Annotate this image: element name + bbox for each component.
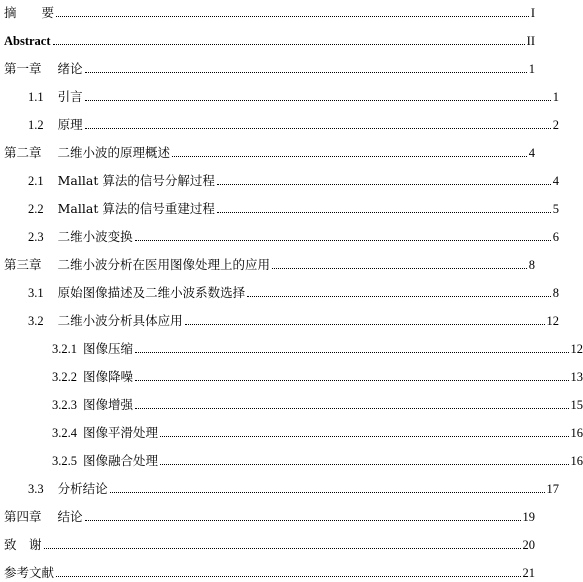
toc-entry-number: 第二章 <box>4 145 42 160</box>
toc-entry-page: 6 <box>552 230 559 244</box>
dot-leader <box>160 436 568 437</box>
toc-entry-title: 致 谢 <box>4 537 42 552</box>
toc-entry-title: 二维小波变换 <box>57 229 133 244</box>
toc-entry-chapter-1[interactable] <box>0 58 535 76</box>
toc-entry-3-2-1[interactable] <box>0 338 583 356</box>
toc-entry-number: 第一章 <box>4 61 42 76</box>
toc-entry-page: 12 <box>570 342 583 356</box>
toc-entry-page: II <box>526 34 535 48</box>
dot-leader <box>56 16 529 17</box>
toc-entry-page: 16 <box>570 454 583 468</box>
dot-leader <box>135 408 568 409</box>
toc-entry-number: 3.2.3 <box>52 398 77 412</box>
dot-leader <box>85 128 551 129</box>
toc-entry-page: I <box>530 6 535 20</box>
toc-entry-acknowledgements[interactable] <box>0 534 535 552</box>
toc-entry-number: 3.3 <box>28 482 44 496</box>
toc-entry-title: 图像增强 <box>83 397 134 412</box>
toc-entry-3-2[interactable] <box>0 310 559 328</box>
toc-entry-page: 19 <box>522 510 535 524</box>
toc-entry-number: 3.2.4 <box>52 426 77 440</box>
dot-leader <box>172 156 527 157</box>
toc-entry-page: 2 <box>552 118 559 132</box>
toc-entry-title: Mallat 算法的信号分解过程 <box>57 173 215 188</box>
toc-entry-number: 3.1 <box>28 286 44 300</box>
toc-entry-title: 二维小波分析具体应用 <box>57 313 183 328</box>
toc-entry-chapter-3[interactable] <box>0 254 535 272</box>
toc-entry-page: 13 <box>570 370 583 384</box>
toc-entry-number: 2.2 <box>28 202 44 216</box>
toc-entry-title: 二维小波分析在医用图像处理上的应用 <box>57 257 271 272</box>
toc-entry-title: 二维小波的原理概述 <box>57 145 171 160</box>
toc-entry-number: 1.1 <box>28 90 44 104</box>
toc-entry-page: 8 <box>528 258 535 272</box>
toc-entry-title: 图像融合处理 <box>83 453 159 468</box>
dot-leader <box>135 352 568 353</box>
dot-leader <box>217 212 551 213</box>
toc-entry-title: 原理 <box>57 117 83 132</box>
dot-leader <box>110 492 545 493</box>
toc-entry-title: 结论 <box>57 509 83 524</box>
toc-entry-page: 1 <box>528 62 535 76</box>
dot-leader <box>247 296 551 297</box>
toc-entry-title: Abstract <box>4 34 51 48</box>
dot-leader <box>85 72 527 73</box>
dot-leader <box>160 464 568 465</box>
toc-entry-number: 3.2.1 <box>52 342 77 356</box>
toc-entry-3-2-3[interactable] <box>0 394 583 412</box>
toc-entry-title: 图像压缩 <box>83 341 134 356</box>
toc-entry-chapter-4[interactable] <box>0 506 535 524</box>
toc-entry-3-2-4[interactable] <box>0 422 583 440</box>
toc-entry-page: 1 <box>552 90 559 104</box>
toc-entry-abstract-en[interactable] <box>0 30 535 48</box>
toc-entry-title: 摘 要 <box>4 5 55 20</box>
toc-entry-3-1[interactable] <box>0 282 559 300</box>
toc-entry-title: 分析结论 <box>57 481 108 496</box>
toc-entry-page: 15 <box>570 398 583 412</box>
toc-entry-number: 3.2.2 <box>52 370 77 384</box>
toc-entry-title: 图像平滑处理 <box>83 425 159 440</box>
dot-leader <box>185 324 545 325</box>
toc-entry-2-3[interactable] <box>0 226 559 244</box>
toc-entry-page: 17 <box>546 482 559 496</box>
toc-entry-1-2[interactable] <box>0 114 559 132</box>
toc-entry-abstract-cn[interactable] <box>0 2 535 20</box>
toc-entry-page: 16 <box>570 426 583 440</box>
dot-leader <box>85 100 551 101</box>
dot-leader <box>135 380 568 381</box>
toc-entry-references[interactable] <box>0 562 535 580</box>
toc-entry-title: 图像降噪 <box>83 369 134 384</box>
toc-entry-number: 2.3 <box>28 230 44 244</box>
dot-leader <box>44 548 521 549</box>
dot-leader <box>53 44 525 45</box>
toc-entry-3-2-2[interactable] <box>0 366 583 384</box>
toc-entry-3-3[interactable] <box>0 478 559 496</box>
toc-entry-number: 第三章 <box>4 257 42 272</box>
toc-entry-page: 5 <box>552 202 559 216</box>
toc-entry-title: Mallat 算法的信号重建过程 <box>57 201 215 216</box>
toc-entry-number: 1.2 <box>28 118 44 132</box>
toc-entry-title: 原始图像描述及二维小波系数选择 <box>57 285 246 300</box>
toc-entry-number: 2.1 <box>28 174 44 188</box>
toc-entry-page: 4 <box>552 174 559 188</box>
toc-entry-number: 第四章 <box>4 509 42 524</box>
toc-entry-page: 8 <box>552 286 559 300</box>
toc-entry-page: 4 <box>528 146 535 160</box>
toc-entry-title: 引言 <box>57 89 83 104</box>
dot-leader <box>56 576 520 577</box>
toc-entry-number: 3.2.5 <box>52 454 77 468</box>
toc-entry-page: 21 <box>522 566 535 580</box>
dot-leader <box>135 240 551 241</box>
toc-entry-2-1[interactable] <box>0 170 559 188</box>
toc-entry-title: 绪论 <box>57 61 83 76</box>
toc-entry-2-2[interactable] <box>0 198 559 216</box>
toc-entry-chapter-2[interactable] <box>0 142 535 160</box>
dot-leader <box>85 520 521 521</box>
toc-entry-page: 12 <box>546 314 559 328</box>
toc-entry-1-1[interactable] <box>0 86 559 104</box>
toc-entry-number: 3.2 <box>28 314 44 328</box>
dot-leader <box>272 268 527 269</box>
toc-entry-title: 参考文献 <box>4 565 55 580</box>
toc-entry-3-2-5[interactable] <box>0 450 583 468</box>
toc-entry-page: 20 <box>522 538 535 552</box>
dot-leader <box>217 184 551 185</box>
